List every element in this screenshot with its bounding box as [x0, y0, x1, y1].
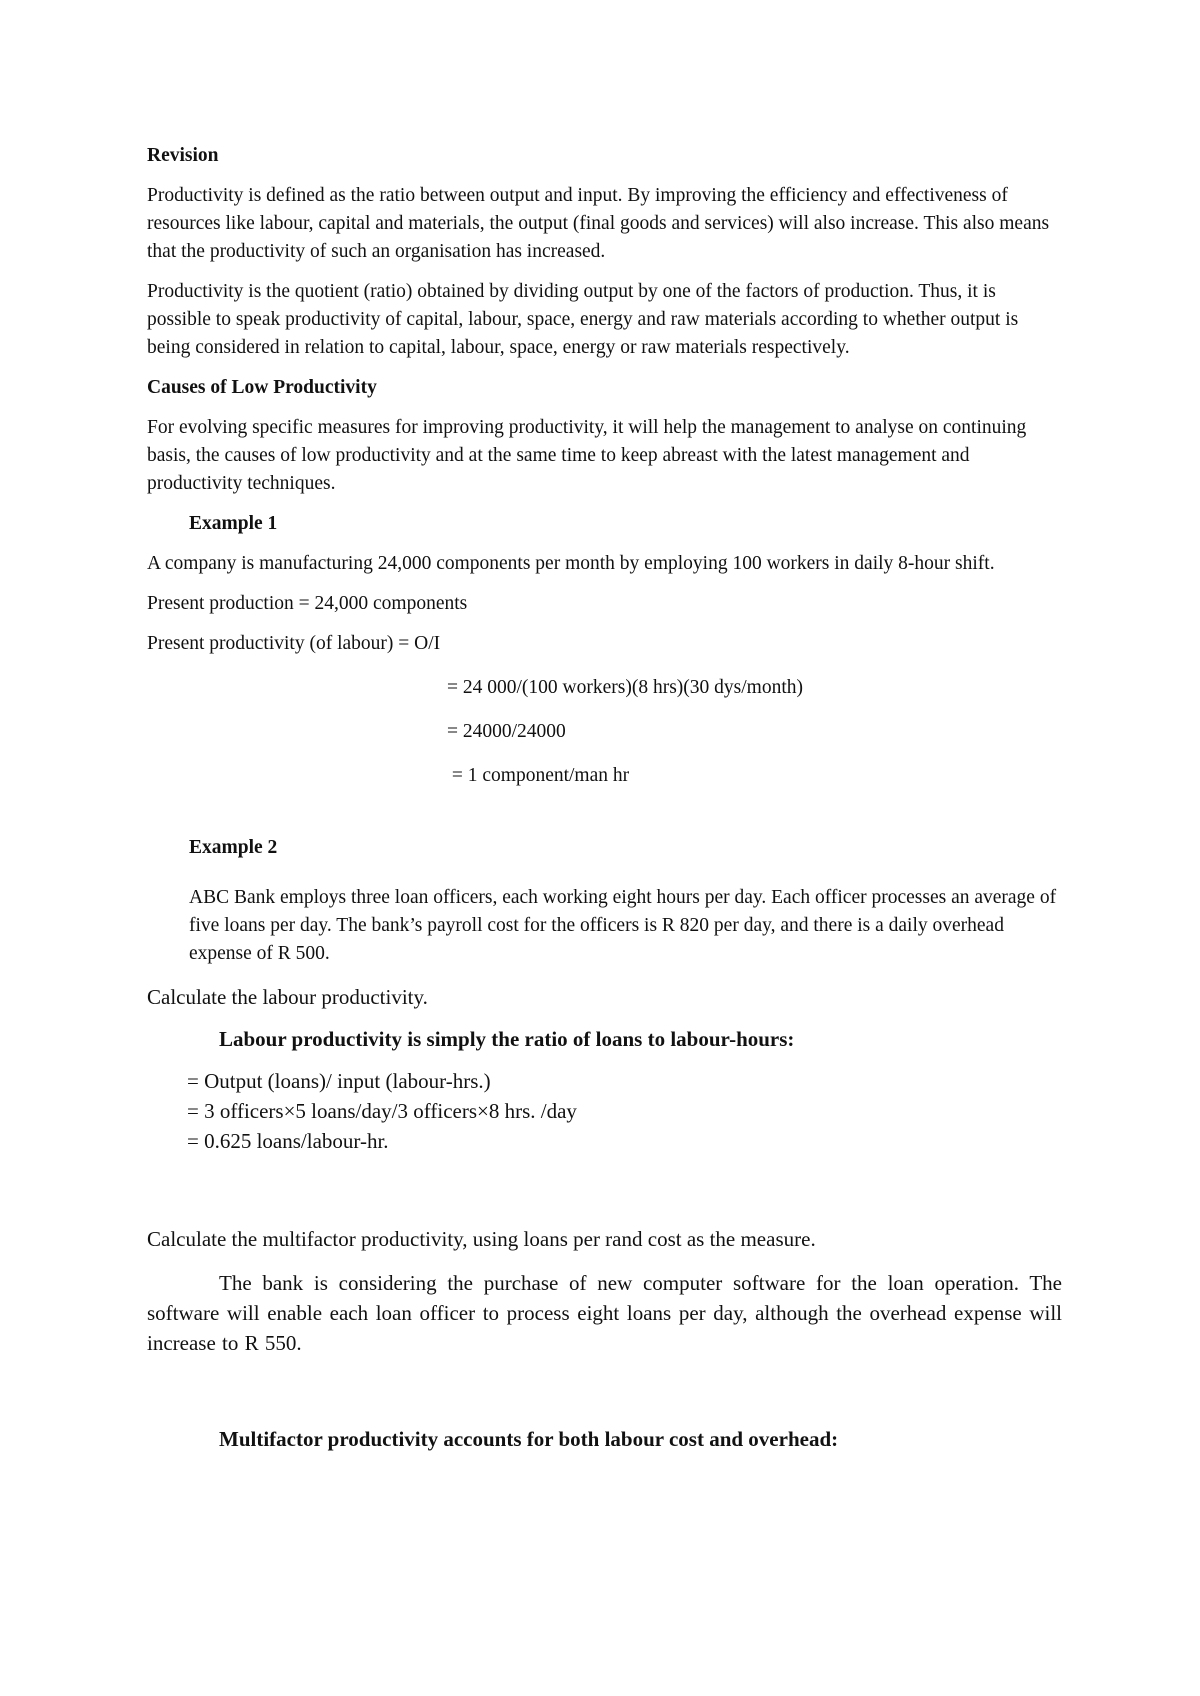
- example-2-heading: Example 2: [189, 837, 278, 858]
- causes-heading: Causes of Low Productivity: [147, 377, 377, 398]
- labour-equation-line-3: = 0.625 loans/labour-hr.: [187, 1129, 389, 1153]
- calculation-line-2: = 24000/24000: [447, 721, 566, 742]
- document-page: [147, 142, 1062, 1466]
- labour-equation-line-2: = 3 officers×5 loans/day/3 officers×8 hrs. /day: [187, 1099, 577, 1123]
- productivity-quotient-paragraph: Productivity is the quotient (ratio) obtained by dividing output by one of the factors of production. Thus, it is possible to speak productivity of capital, labour, space, energy and raw materials according to whether output is being considered in relation to capital, labour, space, energy or raw materials respectively.: [147, 281, 1019, 358]
- example-2-text: ABC Bank employs three loan officers, each working eight hours per day. Each officer processes an average of five loans per day. The bank’s payroll cost for the officers is R 820 per day, and there is a daily overhead expense of R 500.: [189, 887, 1057, 964]
- multifactor-question: Calculate the multifactor productivity, using loans per rand cost as the measure.: [147, 1227, 816, 1251]
- present-productivity-line: Present productivity (of labour) = O/I: [147, 633, 441, 654]
- causes-paragraph: For evolving specific measures for improving productivity, it will help the management to analyse on continuing basis, the causes of low productivity and at the same time to keep abreast with the latest management and productivity techniques.: [147, 417, 1027, 494]
- calculation-line-3: = 1 component/man hr: [447, 765, 630, 786]
- productivity-definition-paragraph: Productivity is defined as the ratio between output and input. By improving the efficiency and effectiveness of resources like labour, capital and materials, the output (final goods and services) will also increase. This also means that the productivity of such an organisation has increased.: [147, 185, 1050, 262]
- multifactor-heading: Multifactor productivity accounts for both labour cost and overhead:: [219, 1427, 839, 1451]
- labour-productivity-question: Calculate the labour productivity.: [147, 985, 428, 1009]
- present-production-line: Present production = 24,000 components: [147, 593, 468, 614]
- calculation-line-1: = 24 000/(100 workers)(8 hrs)(30 dys/month): [447, 677, 803, 698]
- revision-heading: Revision: [147, 145, 219, 166]
- example-1-text: A company is manufacturing 24,000 components per month by employing 100 workers in daily 8-hour shift.: [147, 553, 995, 574]
- software-paragraph: The bank is considering the purchase of new computer software for the loan operation. The software will enable each loan officer to process eight loans per day, although the overhead expense will increase to R 550.: [147, 1271, 1062, 1355]
- labour-productivity-heading: Labour productivity is simply the ratio of loans to labour-hours:: [219, 1027, 795, 1051]
- example-1-heading: Example 1: [189, 513, 278, 534]
- labour-equation-line-1: = Output (loans)/ input (labour-hrs.): [187, 1069, 491, 1093]
